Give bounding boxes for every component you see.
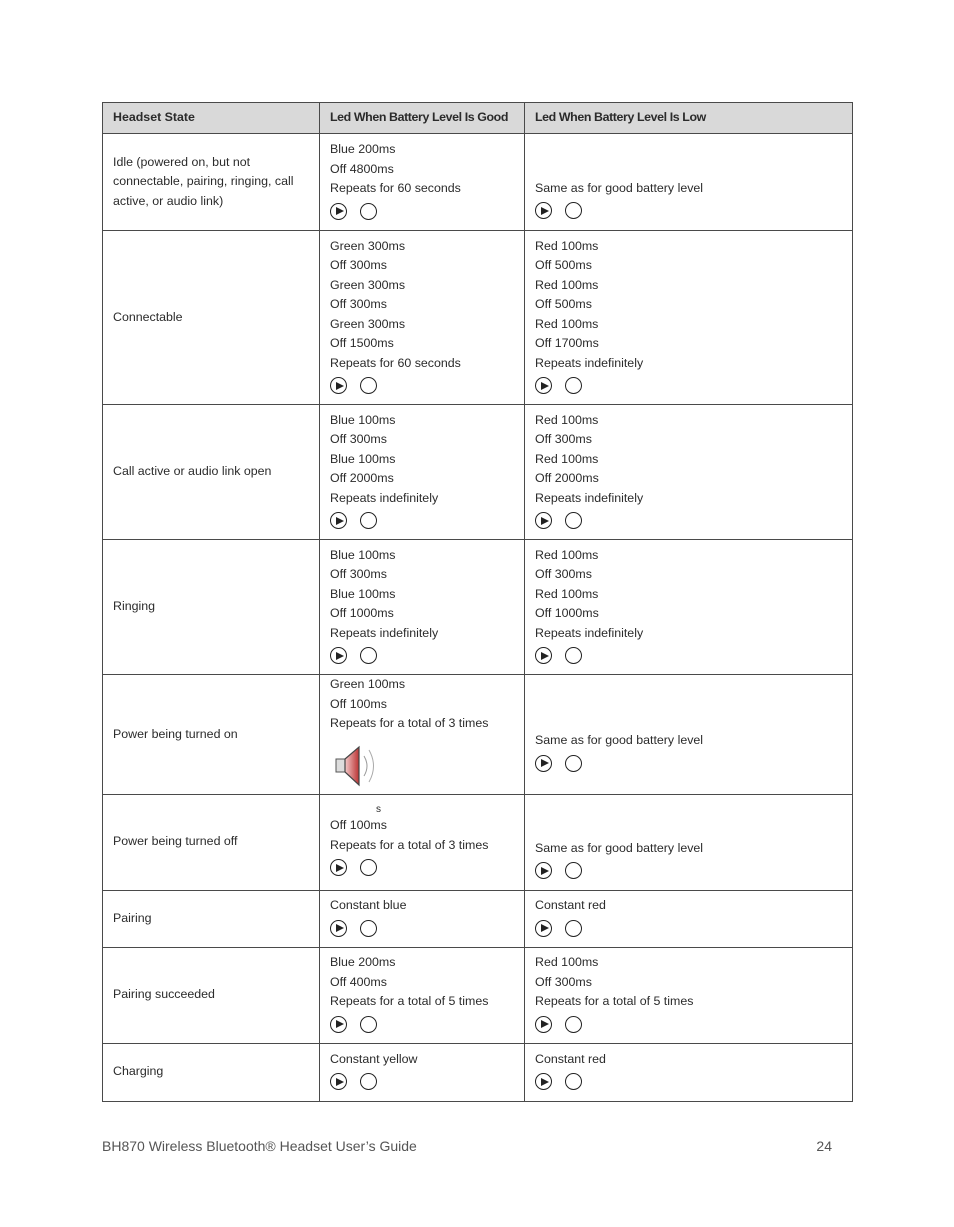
circle-icon bbox=[565, 512, 582, 529]
led-pattern-line: Off 2000ms bbox=[330, 471, 394, 486]
truncated-text-fragment: s bbox=[376, 804, 381, 815]
low-battery-led-cell bbox=[525, 947, 853, 1043]
circle-icon bbox=[565, 862, 582, 879]
led-icons bbox=[535, 1016, 842, 1033]
table-row bbox=[103, 405, 853, 540]
headset-state-cell: Pairing succeeded bbox=[103, 947, 320, 1043]
led-pattern-line: Red 100ms bbox=[535, 451, 599, 466]
led-pattern-line: Off 300ms bbox=[330, 258, 387, 273]
led-pattern-line: Off 400ms bbox=[330, 974, 387, 989]
table-row bbox=[103, 890, 853, 947]
led-pattern-line: Off 100ms bbox=[330, 696, 387, 711]
led-pattern-line: Repeats for a total of 3 times bbox=[330, 837, 489, 852]
led-pattern-line: Green 300ms bbox=[330, 316, 406, 331]
play-icon bbox=[535, 377, 552, 394]
table-row bbox=[103, 947, 853, 1043]
led-pattern-line: Off 300ms bbox=[330, 297, 387, 312]
headset-state-cell: Idle (powered on, but not connectable, pairing, ringing, call active, or audio link) bbox=[103, 134, 320, 231]
good-battery-led-cell bbox=[320, 134, 525, 231]
led-icons bbox=[535, 202, 842, 219]
headset-state-cell: Call active or audio link open bbox=[103, 405, 320, 540]
low-battery-led-cell bbox=[525, 890, 853, 947]
led-icons bbox=[330, 647, 514, 664]
headset-state-cell: Power being turned on bbox=[103, 675, 320, 795]
circle-icon bbox=[360, 1073, 377, 1090]
led-pattern-line: Red 100ms bbox=[535, 412, 599, 427]
circle-icon bbox=[565, 377, 582, 394]
low-battery-led-cell bbox=[525, 675, 853, 795]
led-pattern-line: Red 100ms bbox=[535, 586, 599, 601]
play-icon bbox=[535, 755, 552, 772]
headset-state-cell: Charging bbox=[103, 1043, 320, 1101]
good-battery-led-cell bbox=[320, 794, 525, 890]
led-pattern-line: Off 300ms bbox=[330, 432, 387, 447]
led-icons bbox=[330, 1073, 514, 1090]
headset-state-cell: Pairing bbox=[103, 890, 320, 947]
good-battery-led-cell bbox=[320, 1043, 525, 1101]
table-row bbox=[103, 794, 853, 890]
led-pattern-line: Red 100ms bbox=[535, 277, 599, 292]
speaker-icon bbox=[330, 740, 390, 792]
led-icons bbox=[330, 203, 514, 220]
led-pattern-line: Repeats for a total of 5 times bbox=[535, 994, 694, 1009]
play-icon bbox=[535, 920, 552, 937]
led-pattern-line: Off 300ms bbox=[535, 432, 592, 447]
led-icons bbox=[330, 920, 514, 937]
column-header-state: Headset State bbox=[103, 103, 320, 134]
play-icon bbox=[535, 202, 552, 219]
led-pattern-line: Off 500ms bbox=[535, 297, 592, 312]
led-icons bbox=[330, 512, 514, 529]
low-battery-led-cell bbox=[525, 231, 853, 405]
headset-state-cell: Power being turned off bbox=[103, 794, 320, 890]
led-icons bbox=[535, 920, 842, 937]
led-pattern-line: Blue 100ms bbox=[330, 547, 396, 562]
led-pattern-line: Off 300ms bbox=[330, 567, 387, 582]
led-pattern-line: Off 500ms bbox=[535, 258, 592, 273]
led-pattern-line: Constant blue bbox=[330, 898, 407, 913]
led-pattern-line: Repeats indefinitely bbox=[330, 490, 439, 505]
circle-icon bbox=[565, 755, 582, 772]
led-pattern-line: Red 100ms bbox=[535, 955, 599, 970]
headset-state-cell: Ringing bbox=[103, 540, 320, 675]
circle-icon bbox=[360, 647, 377, 664]
led-icons bbox=[330, 1016, 514, 1033]
led-status-table bbox=[102, 102, 853, 1102]
low-battery-led-cell bbox=[525, 1043, 853, 1101]
good-battery-led-cell bbox=[320, 405, 525, 540]
led-pattern-line: Off 1700ms bbox=[535, 336, 599, 351]
low-battery-led-cell bbox=[525, 794, 853, 890]
led-pattern-line: Blue 200ms bbox=[330, 142, 396, 157]
led-icons bbox=[535, 512, 842, 529]
led-pattern-line: Repeats indefinitely bbox=[535, 625, 644, 640]
play-icon bbox=[535, 647, 552, 664]
led-pattern-line: Off 1000ms bbox=[330, 606, 394, 621]
led-pattern-line: Red 100ms bbox=[535, 238, 599, 253]
led-pattern-line: Off 300ms bbox=[535, 567, 592, 582]
table-header-row bbox=[103, 103, 853, 134]
low-battery-led-cell bbox=[525, 540, 853, 675]
led-pattern-line: Same as for good battery level bbox=[535, 180, 704, 195]
circle-icon bbox=[360, 203, 377, 220]
led-icons bbox=[330, 859, 514, 876]
play-icon bbox=[330, 512, 347, 529]
led-pattern-line: Repeats for 60 seconds bbox=[330, 181, 461, 196]
led-pattern-line: Red 100ms bbox=[535, 316, 599, 331]
play-icon bbox=[330, 859, 347, 876]
led-icons bbox=[535, 1073, 842, 1090]
low-battery-led-cell bbox=[525, 405, 853, 540]
good-battery-led-cell bbox=[320, 947, 525, 1043]
led-pattern-line: Repeats indefinitely bbox=[330, 625, 439, 640]
led-pattern-line: Blue 100ms bbox=[330, 586, 396, 601]
play-icon bbox=[330, 920, 347, 937]
play-icon bbox=[535, 512, 552, 529]
led-pattern-line: Off 100ms bbox=[330, 818, 387, 832]
led-pattern-line: Blue 200ms bbox=[330, 955, 396, 970]
led-pattern-line: Green 100ms bbox=[330, 677, 406, 691]
circle-icon bbox=[360, 1016, 377, 1033]
led-pattern-line: Off 1500ms bbox=[330, 336, 394, 351]
good-battery-led-cell bbox=[320, 890, 525, 947]
column-header-low: Led When Battery Level Is Low bbox=[525, 103, 853, 134]
led-pattern-line: Red 100ms bbox=[535, 547, 599, 562]
table-row bbox=[103, 540, 853, 675]
circle-icon bbox=[565, 202, 582, 219]
column-header-good: Led When Battery Level Is Good bbox=[320, 103, 525, 134]
table-row bbox=[103, 675, 853, 795]
led-pattern-line: Same as for good battery level bbox=[535, 733, 704, 747]
led-pattern-line: Off 4800ms bbox=[330, 161, 394, 176]
circle-icon bbox=[565, 1016, 582, 1033]
led-pattern-line: Blue 100ms bbox=[330, 451, 396, 466]
footer-page-number: 24 bbox=[816, 1138, 832, 1154]
good-battery-led-cell bbox=[320, 540, 525, 675]
led-pattern-line: Constant red bbox=[535, 898, 606, 913]
circle-icon bbox=[565, 920, 582, 937]
circle-icon bbox=[565, 1073, 582, 1090]
low-battery-led-cell bbox=[525, 134, 853, 231]
led-pattern-line: Green 300ms bbox=[330, 277, 406, 292]
circle-icon bbox=[360, 859, 377, 876]
led-icons bbox=[330, 377, 514, 394]
led-pattern-line: Blue 100ms bbox=[330, 412, 396, 427]
good-battery-led-cell bbox=[320, 675, 525, 795]
play-icon bbox=[330, 647, 347, 664]
led-pattern-line: Constant red bbox=[535, 1051, 606, 1066]
led-pattern-line: Same as for good battery level bbox=[535, 840, 704, 855]
led-pattern-line: Repeats indefinitely bbox=[535, 490, 644, 505]
led-pattern-line: Off 1000ms bbox=[535, 606, 599, 621]
led-pattern-line: Repeats indefinitely bbox=[535, 355, 644, 370]
circle-icon bbox=[360, 377, 377, 394]
headset-state-cell: Connectable bbox=[103, 231, 320, 405]
play-icon bbox=[330, 1073, 347, 1090]
play-icon bbox=[535, 1073, 552, 1090]
circle-icon bbox=[360, 512, 377, 529]
led-icons bbox=[535, 377, 842, 394]
led-pattern-line: Off 300ms bbox=[535, 974, 592, 989]
footer-document-title: BH870 Wireless Bluetooth® Headset User’s Guide bbox=[102, 1138, 417, 1154]
play-icon bbox=[535, 862, 552, 879]
play-icon bbox=[330, 1016, 347, 1033]
play-icon bbox=[330, 377, 347, 394]
table-row bbox=[103, 1043, 853, 1101]
led-pattern-line: Green 300ms bbox=[330, 238, 406, 253]
circle-icon bbox=[565, 647, 582, 664]
play-icon bbox=[535, 1016, 552, 1033]
good-battery-led-cell bbox=[320, 231, 525, 405]
led-pattern-line: Off 2000ms bbox=[535, 471, 599, 486]
play-icon bbox=[330, 203, 347, 220]
table-row bbox=[103, 134, 853, 231]
circle-icon bbox=[360, 920, 377, 937]
led-pattern-line: Repeats for 60 seconds bbox=[330, 355, 461, 370]
led-icons bbox=[535, 647, 842, 664]
table-row bbox=[103, 231, 853, 405]
led-pattern-line: Repeats for a total of 3 times bbox=[330, 716, 489, 730]
led-icons bbox=[535, 755, 842, 772]
led-pattern-line: Repeats for a total of 5 times bbox=[330, 994, 489, 1009]
led-pattern-line: Constant yellow bbox=[330, 1051, 418, 1066]
led-icons bbox=[535, 862, 842, 879]
